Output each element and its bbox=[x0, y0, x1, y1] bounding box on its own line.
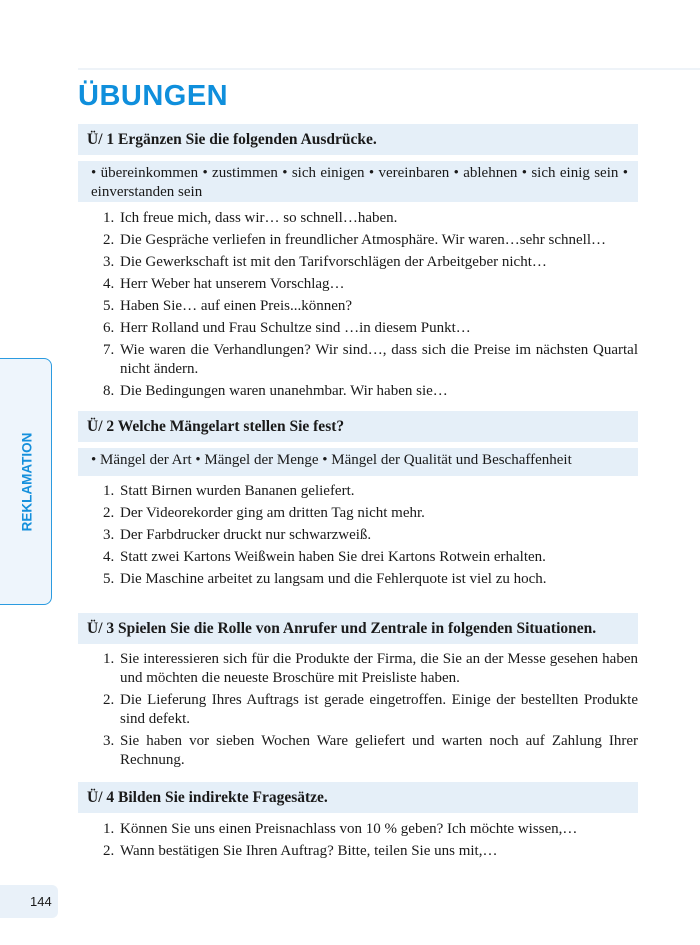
list-item: 1. Können Sie uns einen Preisnachlass von 10 % geben? Ich möchte wissen,… bbox=[118, 820, 638, 839]
list-item: 3. Die Gewerkschaft ist mit den Tarifvorschlägen der Arbeitgeber nicht… bbox=[118, 253, 638, 272]
list-item: 1. Ich freue mich, dass wir… so schnell…haben. bbox=[118, 209, 638, 228]
exercise-4-list bbox=[78, 820, 638, 864]
list-item: 2. Der Videorekorder ging am dritten Tag nicht mehr. bbox=[118, 504, 638, 523]
list-item: 2. Die Gespräche verliefen in freundlicher Atmosphäre. Wir waren…sehr schnell… bbox=[118, 231, 638, 250]
list-item: 5. Die Maschine arbeitet zu langsam und die Fehlerquote ist viel zu hoch. bbox=[118, 570, 638, 589]
page-number: 144 bbox=[0, 885, 58, 918]
exercise-3-heading: Ü/ 3 Spielen Sie die Rolle von Anrufer und Zentrale in folgenden Situationen. bbox=[78, 613, 638, 644]
page-title: ÜBUNGEN bbox=[78, 80, 229, 112]
exercise-3-list bbox=[78, 650, 638, 773]
list-item: 2. Wann bestätigen Sie Ihren Auftrag? Bitte, teilen Sie uns mit,… bbox=[118, 842, 638, 861]
exercise-2-heading: Ü/ 2 Welche Mängelart stellen Sie fest? bbox=[78, 411, 638, 442]
exercise-4-heading: Ü/ 4 Bilden Sie indirekte Fragesätze. bbox=[78, 782, 638, 813]
exercise-2-word-box: • Mängel der Art • Mängel der Menge • Mängel der Qualität und Beschaffenheit bbox=[78, 448, 638, 476]
list-item: 3. Der Farbdrucker druckt nur schwarzweiß. bbox=[118, 526, 638, 545]
list-item: 4. Statt zwei Kartons Weißwein haben Sie drei Kartons Rotwein erhalten. bbox=[118, 548, 638, 567]
list-item: 3. Sie haben vor sieben Wochen Ware geliefert und warten noch auf Zahlung Ihrer Rechnung. bbox=[118, 732, 638, 770]
exercise-2-list bbox=[78, 482, 638, 592]
list-item: 5. Haben Sie… auf einen Preis...können? bbox=[118, 297, 638, 316]
exercise-1-heading: Ü/ 1 Ergänzen Sie die folgenden Ausdrücke. bbox=[78, 124, 638, 155]
list-item: 1. Statt Birnen wurden Bananen geliefert. bbox=[118, 482, 638, 501]
exercise-1-list bbox=[78, 209, 638, 404]
exercise-1-word-box: • übereinkommen • zustimmen • sich einigen • vereinbaren • ablehnen • sich einig sein • einverstanden sein bbox=[78, 161, 638, 202]
chapter-side-tab-label: REKLAMATION bbox=[19, 432, 35, 532]
list-item: 2. Die Lieferung Ihres Auftrags ist gerade eingetroffen. Einige der bestellten Produkte sind defekt. bbox=[118, 691, 638, 729]
list-item: 1. Sie interessieren sich für die Produkte der Firma, die Sie an der Messe gesehen haben und möchten die neueste Broschüre mit Preisliste haben. bbox=[118, 650, 638, 688]
top-divider bbox=[78, 68, 700, 70]
list-item: 7. Wie waren die Verhandlungen? Wir sind…, dass sich die Preise im nächsten Quartal nicht ändern. bbox=[118, 341, 638, 379]
list-item: 8. Die Bedingungen waren unanehmbar. Wir haben sie… bbox=[118, 382, 638, 401]
list-item: 6. Herr Rolland und Frau Schultze sind …in diesem Punkt… bbox=[118, 319, 638, 338]
list-item: 4. Herr Weber hat unserem Vorschlag… bbox=[118, 275, 638, 294]
